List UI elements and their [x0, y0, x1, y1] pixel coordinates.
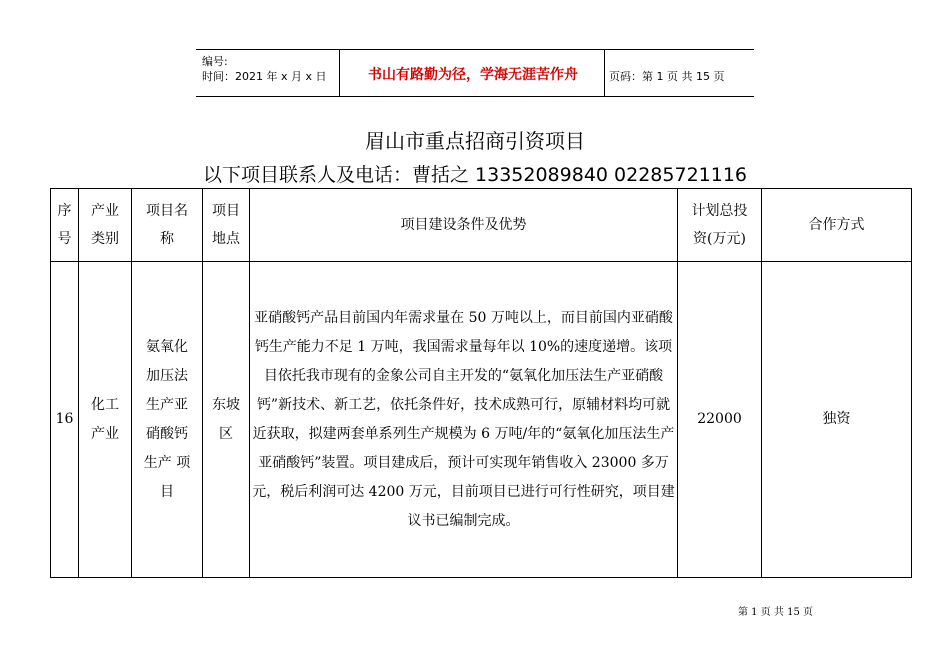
table-header-row	[51, 189, 912, 262]
col-header-investment: 计划总投 资(万元)	[678, 189, 762, 262]
col-header-cooperation: 合作方式	[762, 189, 912, 262]
col-header-industry: 产业 类别	[79, 189, 132, 262]
cell-investment: 22000	[678, 262, 762, 578]
header-page-label: 页码：第 1 页 共 15 页	[609, 70, 725, 83]
cell-conditions: 亚硝酸钙产品目前国内年需求量在 50 万吨以上，而目前国内亚硝酸钙生产能力不足 1 万吨，我国需求量每年以 10%的速度递增。该项目依托我市现有的金象公司自主开发的“氨氧化加压法生产亚硝酸钙”新技术、新工艺，依托条件好，技术成熟可行，原辅材料均可就近获取，拟建两套单系列生产规模为 6 万吨/年的“氨氧化加压法生产亚硝酸钙”装置。项目建成后，预计可实现年销售收入 23000 多万元，税后利润可达 4200 万元，目前项目已进行可行性研究，项目建议书已编制完成。	[250, 262, 678, 578]
header-motto: 书山有路勤为径，学海无涯苦作舟	[368, 67, 578, 83]
project-table	[50, 188, 912, 578]
col-header-seq: 序 号	[51, 189, 79, 262]
col-header-conditions: 项目建设条件及优势	[250, 189, 678, 262]
cell-name: 氨氧化 加压法 生产亚 硝酸钙 生产 项 目	[132, 262, 203, 578]
cell-cooperation: 独资	[762, 262, 912, 578]
cell-location: 东坡 区	[203, 262, 250, 578]
page-footer: 第 1 页 共 15 页	[738, 607, 813, 618]
cell-seq: 16	[51, 262, 79, 578]
contact-line: 以下项目联系人及电话：曹括之 13352089840 02285721116	[202, 164, 748, 186]
cell-industry: 化工 产业	[79, 262, 132, 578]
page-title: 眉山市重点招商引资项目	[365, 129, 585, 153]
col-header-name: 项目名 称	[132, 189, 203, 262]
col-header-location: 项目 地点	[203, 189, 250, 262]
header-meta	[202, 54, 327, 84]
table-row	[51, 262, 912, 578]
page-header	[196, 49, 754, 97]
number-label: 编号:	[202, 55, 228, 68]
header-divider	[339, 50, 340, 96]
time-label: 时间：2021 年 x 月 x 日	[202, 70, 327, 83]
header-divider	[604, 50, 605, 96]
